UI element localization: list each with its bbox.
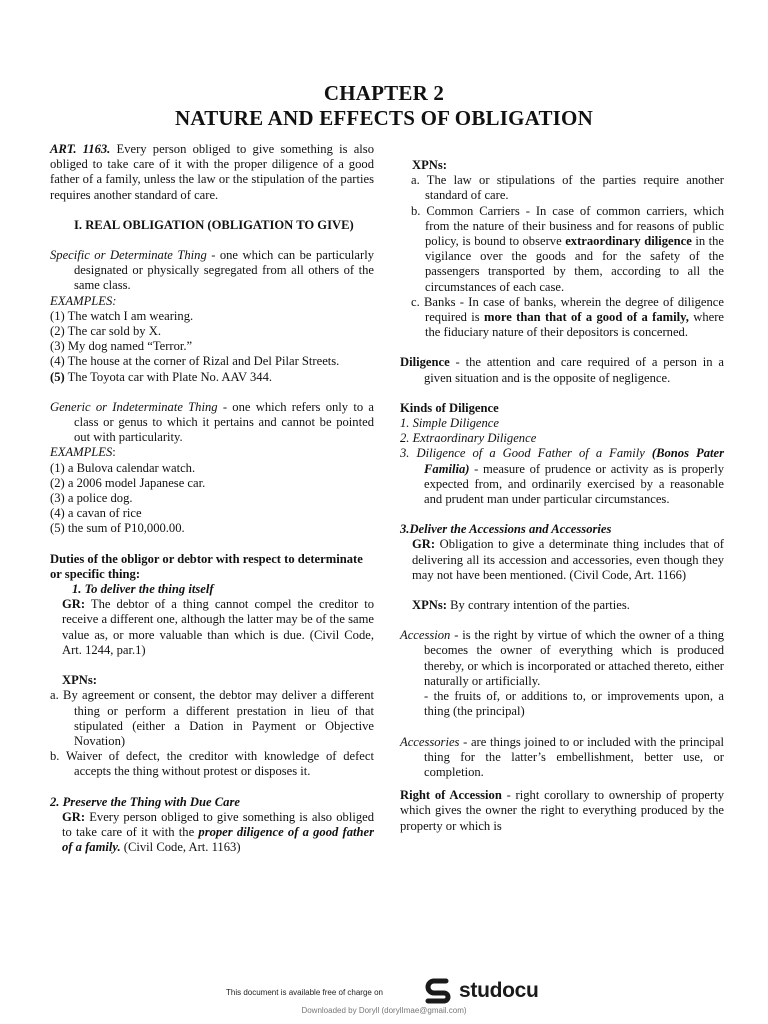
- exception-item: b. Common Carriers - In case of common carriers, which from the nature of their business and for reasons of public policy, is bound to observe extraordinary diligence in the vigilance over the goods and for the safety of the passengers transported by them, according to all the circumstances of each case.: [411, 203, 725, 294]
- studocu-logo-icon: [424, 977, 454, 1005]
- examples-label: EXAMPLES:: [50, 445, 116, 460]
- accession-definition: Accession - is the right by virtue of which the owner of a thing becomes the owner of everything which is produced thereby, or which is incorporated or attached thereto, either naturally or artificially.: [400, 628, 724, 688]
- duty-2-heading: 2. Preserve the Thing with Due Care: [50, 794, 240, 809]
- duty-2-general-rule: GR: Every person obliged to give something is also obliged to take care of it with the proper diligence of a good father of a family. (Civil Code, Art. 1163): [62, 809, 374, 855]
- right-of-accession-definition: Right of Accession - right corollary to ownership of property which gives the owner the right to everything produced by the property or which is: [400, 788, 724, 833]
- exception-item: a. The law or stipulations of the parties require another standard of care.: [411, 173, 724, 203]
- kind-item: 2. Extraordinary Diligence: [400, 431, 537, 446]
- accession-definition-2: - the fruits of, or additions to, or improvements upon, a thing (the principal): [424, 689, 724, 719]
- kind-item: 3. Diligence of a Good Father of a Family (Bonos Pater Familia) - measure of prudence or activity as is properly expected from, and ordinarily exercised by a reasonable and prudent man under particular circumstances.: [400, 446, 724, 507]
- generic-thing-definition: Generic or Indeterminate Thing - one which refers only to a class or genus to which it pertains and cannot be pointed out with particularity.: [50, 399, 374, 445]
- chapter-number: CHAPTER 2: [323, 81, 445, 105]
- duty-1-exceptions-label: XPNs:: [62, 673, 97, 688]
- diligence-definition: Diligence - the attention and care required of a person in a given situation and is the opposite of negligence.: [400, 355, 724, 385]
- examples-label: EXAMPLES:: [50, 293, 117, 308]
- left-column: [50, 142, 374, 855]
- downloaded-by-line: Downloaded by Doryll (dorylImae@gmail.com): [301, 1006, 467, 1015]
- example-item: (2) The car sold by X.: [50, 324, 161, 339]
- exception-item: c. Banks - In case of banks, wherein the degree of diligence required is more than that of a good of a family, where the fiduciary nature of their depositors is concerned.: [411, 294, 724, 340]
- studocu-brand-link[interactable]: [424, 976, 539, 1006]
- duty-1-general-rule: GR: The debtor of a thing cannot compel the creditor to receive a different one, although the latter may be of the same value as, or more valuable than which is due. (Civil Code, Art. 1244, par.1): [62, 597, 374, 657]
- duties-heading: Duties of the obligor or debtor with respect to determinate or specific thing:: [50, 551, 363, 581]
- specific-thing-definition: Specific or Determinate Thing - one which can be particularly designated or physically segregated from all others of the same class.: [50, 248, 374, 293]
- duty-3-general-rule: GR: Obligation to give a determinate thing includes that of delivering all its accession and accessories, even though they may not have been mentioned. (Civil Code, Art. 1166): [412, 537, 724, 582]
- example-item: (1) The watch I am wearing.: [50, 308, 194, 323]
- exceptions-label: XPNs:: [412, 158, 447, 172]
- example-item: (5) the sum of P10,000.00.: [50, 521, 185, 536]
- example-item: (5) The Toyota car with Plate No. AAV 344.: [50, 369, 273, 384]
- duty-3-exceptions: XPNs: By contrary intention of the parties.: [412, 598, 630, 613]
- art-1163-paragraph: ART. 1163. Every person obliged to give something is also obliged to take care of it with the proper diligence of a good father of a family, unless the law or the stipulation of the parties requires another standard of care.: [50, 142, 374, 202]
- example-item: (3) My dog named “Terror.”: [50, 339, 193, 354]
- chapter-title: NATURE AND EFFECTS OF OBLIGATION: [175, 106, 593, 130]
- right-column: [400, 158, 724, 834]
- section-real-obligation-heading: I. REAL OBLIGATION (OBLIGATION TO GIVE): [74, 217, 354, 232]
- example-item: (2) a 2006 model Japanese car.: [50, 475, 206, 490]
- example-item: (4) The house at the corner of Rizal and Del Pilar Streets.: [50, 354, 340, 369]
- example-item: (1) a Bulova calendar watch.: [50, 460, 196, 475]
- kinds-of-diligence-heading: Kinds of Diligence: [400, 400, 499, 415]
- duty-3-heading: 3.Deliver the Accessions and Accessories: [400, 522, 612, 537]
- exception-item: a. By agreement or consent, the debtor may deliver a different thing or perform a different prestation in lieu of that stipulated (either a Dation in Payment or Objective Novation): [50, 688, 374, 748]
- kind-item: 1. Simple Diligence: [400, 416, 499, 431]
- accessories-definition: Accessories - are things joined to or included with the principal thing for the latter’s embellishment, better use, or completion.: [400, 734, 724, 779]
- availability-note: This document is available free of charge on: [226, 988, 383, 997]
- duty-1-heading: 1. To deliver the thing itself: [72, 582, 214, 597]
- studocu-wordmark: studocu: [459, 979, 539, 1002]
- example-item: (3) a police dog.: [50, 491, 133, 506]
- example-item: (4) a cavan of rice: [50, 506, 142, 521]
- exception-item: b. Waiver of defect, the creditor with knowledge of defect accepts the thing without protest or disposes it.: [50, 749, 374, 779]
